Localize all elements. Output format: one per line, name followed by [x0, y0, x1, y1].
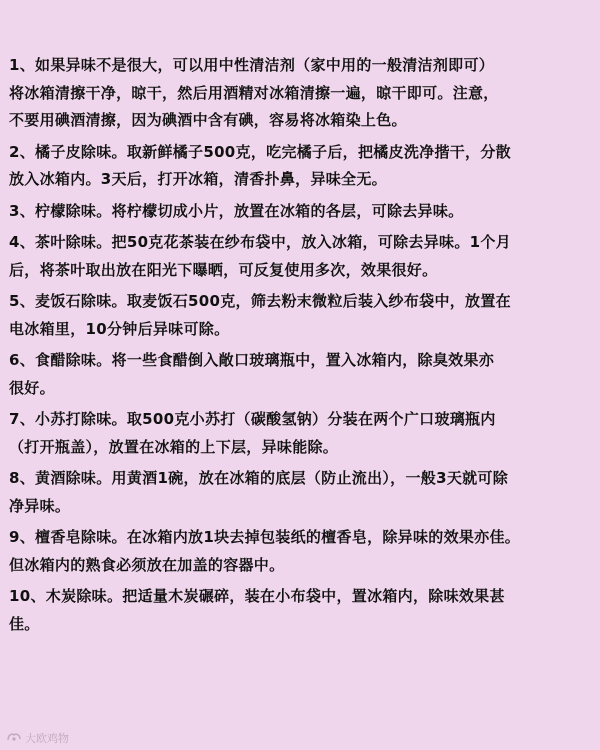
paragraph-10: [9, 583, 593, 638]
text-line: 3、柠檬除味。将柠檬切成小片，放置在冰箱的各层，可除去异味。: [9, 201, 464, 220]
logo-icon: [6, 731, 22, 746]
paragraph-4: [9, 229, 593, 284]
text-line: 放入冰箱内。3天后，打开冰箱，清香扑鼻，异味全无。: [9, 170, 387, 188]
watermark: [6, 730, 69, 746]
paragraph-5: [9, 288, 593, 343]
text-line: 净异味。: [9, 496, 71, 515]
text-line: 8、黄酒除味。用黄酒1碗，放在冰箱的底层（防止流出），一般3天就可除: [9, 469, 509, 487]
text-line: 但冰箱内的熟食必须放在加盖的容器中。: [9, 555, 285, 574]
paragraph-7: [9, 406, 593, 461]
paragraph-6: [9, 347, 593, 402]
paragraph-1: [9, 52, 593, 135]
paragraph-3: [9, 198, 593, 226]
text-line: （打开瓶盖），放置在冰箱的上下层，异味能除。: [9, 437, 339, 456]
paragraph-8: [9, 465, 593, 520]
text-line: 电冰箱里，10分钟后异味可除。: [9, 319, 230, 338]
text-line: 10、木炭除味。把适量木炭碾碎，装在小布袋中，置冰箱内，除味效果甚: [9, 587, 505, 605]
text-line: 佳。: [9, 614, 40, 633]
text-line: 不要用碘酒清擦，因为碘酒中含有碘，容易将冰箱染上色。: [9, 111, 407, 129]
text-line: 将冰箱清擦干净，晾干，然后用酒精对冰箱清擦一遍，晾干即可。注意，: [9, 83, 499, 102]
paragraph-2: [9, 139, 593, 194]
text-line: 5、麦饭石除味。取麦饭石500克，筛去粉末微粒后装入纱布袋中，放置在: [9, 292, 511, 310]
text-line: 后，将茶叶取出放在阳光下曝晒，可反复使用多次，效果很好。: [9, 260, 438, 279]
text-line: 1、如果异味不是很大，可以用中性清洁剂（家中用的一般清洁剂即可）: [9, 56, 495, 74]
text-line: 7、小苏打除味。取500克小苏打（碳酸氢钠）分装在两个广口玻璃瓶内: [9, 410, 496, 428]
paragraph-9: [9, 524, 593, 579]
text-line: 6、食醋除味。将一些食醋倒入敞口玻璃瓶中，置入冰箱内，除臭效果亦: [9, 351, 495, 369]
document-body: [9, 52, 593, 642]
watermark-text: 大欧鸡物: [25, 732, 69, 745]
text-line: 9、檀香皂除味。在冰箱内放1块去掉包装纸的檀香皂，除异味的效果亦佳。: [9, 528, 521, 546]
text-line: 很好。: [9, 378, 55, 397]
text-line: 2、橘子皮除味。取新鲜橘子500克，吃完橘子后，把橘皮洗净揩干，分散: [9, 142, 511, 161]
text-line: 4、茶叶除味。把50克花茶装在纱布袋中，放入冰箱，可除去异味。1个月: [9, 233, 511, 251]
